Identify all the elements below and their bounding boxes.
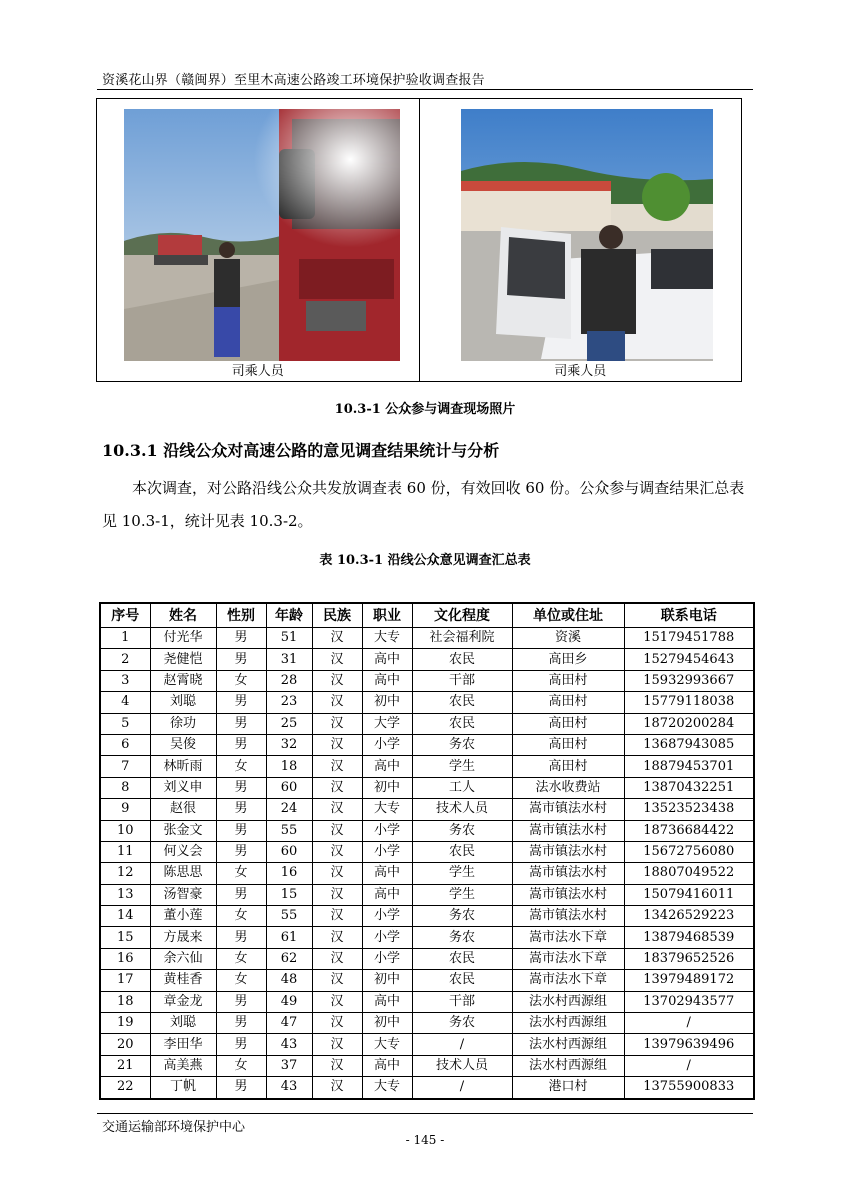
table-cell: 法水村西源组 [512, 1013, 624, 1034]
table-row [100, 970, 754, 991]
header-cell: 序号 [100, 603, 150, 628]
table-cell: 14 [100, 906, 150, 927]
table-row [100, 734, 754, 755]
table-cell: 初中 [362, 970, 412, 991]
table-cell: 高中 [362, 884, 412, 905]
header-cell: 文化程度 [412, 603, 512, 628]
table-row [100, 777, 754, 798]
table-cell: 25 [266, 713, 312, 734]
table-cell: / [624, 1013, 754, 1034]
table-cell: 徐功 [150, 713, 216, 734]
table-cell: 13979639496 [624, 1034, 754, 1055]
table-body [100, 628, 754, 1099]
table-cell: 尧健恺 [150, 649, 216, 670]
table-cell: 大专 [362, 799, 412, 820]
table-cell: 55 [266, 906, 312, 927]
table-cell: 55 [266, 820, 312, 841]
table-row [100, 799, 754, 820]
table-cell: 11 [100, 841, 150, 862]
table-cell: 60 [266, 777, 312, 798]
table-cell: 汉 [312, 1013, 362, 1034]
table-cell: 15779118038 [624, 692, 754, 713]
table-cell: 汉 [312, 970, 362, 991]
table-cell: / [624, 1055, 754, 1076]
table-cell: 28 [266, 670, 312, 691]
table-cell: 务农 [412, 820, 512, 841]
table-cell: 男 [216, 777, 266, 798]
table-cell: 43 [266, 1034, 312, 1055]
table-cell: 技术人员 [412, 799, 512, 820]
table-cell: 18879453701 [624, 756, 754, 777]
table-cell: 社会福利院 [412, 628, 512, 649]
table-cell: 高田村 [512, 692, 624, 713]
table-row [100, 1055, 754, 1076]
photo-cell-left [97, 99, 420, 381]
table-cell: 13702943577 [624, 991, 754, 1012]
table-cell: 18 [266, 756, 312, 777]
table-row [100, 906, 754, 927]
table-cell: 女 [216, 863, 266, 884]
table-cell: 62 [266, 948, 312, 969]
table-cell: 嵩市镇法水村 [512, 863, 624, 884]
table-cell: 15279454643 [624, 649, 754, 670]
table-cell: 7 [100, 756, 150, 777]
table-cell: 刘义申 [150, 777, 216, 798]
table-cell: 汉 [312, 884, 362, 905]
table-cell: 务农 [412, 906, 512, 927]
table-cell: 2 [100, 649, 150, 670]
table-cell: 汉 [312, 1077, 362, 1099]
table-cell: 9 [100, 799, 150, 820]
table-row [100, 948, 754, 969]
table-cell: 初中 [362, 1013, 412, 1034]
table-cell: 15 [266, 884, 312, 905]
table-cell: 男 [216, 841, 266, 862]
table-cell: 资溪 [512, 628, 624, 649]
table-row [100, 670, 754, 691]
table-cell: 47 [266, 1013, 312, 1034]
table-cell: 男 [216, 1077, 266, 1099]
table-cell: 高田村 [512, 670, 624, 691]
table-cell: 汉 [312, 1055, 362, 1076]
table-cell: 丁帆 [150, 1077, 216, 1099]
table-cell: 小学 [362, 820, 412, 841]
table-cell: 大专 [362, 628, 412, 649]
table-cell: / [412, 1077, 512, 1099]
table-cell: 48 [266, 970, 312, 991]
table-cell: 24 [266, 799, 312, 820]
table-cell: 10 [100, 820, 150, 841]
table-cell: 21 [100, 1055, 150, 1076]
table-row [100, 927, 754, 948]
section-heading: 10.3.1 沿线公众对高速公路的意见调查结果统计与分析 [102, 441, 500, 460]
header-cell: 性别 [216, 603, 266, 628]
table-cell: 男 [216, 734, 266, 755]
survey-summary-table [99, 602, 755, 1100]
figure-caption: 10.3-1 公众参与调查现场照片 [334, 402, 516, 417]
table-cell: 林昕雨 [150, 756, 216, 777]
table-cell: / [412, 1034, 512, 1055]
table-cell: 大专 [362, 1034, 412, 1055]
table-cell: 13879468539 [624, 927, 754, 948]
table-row [100, 628, 754, 649]
table-cell: 赵霄晓 [150, 670, 216, 691]
table-cell: 13870432251 [624, 777, 754, 798]
table-header-row [100, 603, 754, 628]
table-cell: 汉 [312, 713, 362, 734]
table-cell: 汉 [312, 820, 362, 841]
table-cell: 男 [216, 1034, 266, 1055]
table-cell: 汉 [312, 628, 362, 649]
table-cell: 男 [216, 628, 266, 649]
table-cell: 农民 [412, 649, 512, 670]
header-cell: 年龄 [266, 603, 312, 628]
table-cell: 余六仙 [150, 948, 216, 969]
table-cell: 干部 [412, 991, 512, 1012]
photo-table [96, 98, 742, 382]
table-cell: 高中 [362, 991, 412, 1012]
table-cell: 男 [216, 991, 266, 1012]
header-cell: 职业 [362, 603, 412, 628]
table-cell: 高中 [362, 670, 412, 691]
table-cell: 13426529223 [624, 906, 754, 927]
table-cell: 18 [100, 991, 150, 1012]
table-cell: 女 [216, 756, 266, 777]
table-cell: 女 [216, 906, 266, 927]
table-cell: 农民 [412, 841, 512, 862]
table-cell: 高田村 [512, 713, 624, 734]
table-cell: 农民 [412, 713, 512, 734]
table-cell: 17 [100, 970, 150, 991]
table-cell: 汉 [312, 863, 362, 884]
table-row [100, 1077, 754, 1099]
table-cell: 汉 [312, 734, 362, 755]
photo-passenger-car [461, 109, 737, 361]
header-rule [97, 89, 753, 90]
table-cell: 男 [216, 692, 266, 713]
table-cell: 13 [100, 884, 150, 905]
table-cell: 汉 [312, 799, 362, 820]
table-cell: 小学 [362, 841, 412, 862]
table-row [100, 863, 754, 884]
table-cell: 干部 [412, 670, 512, 691]
table-cell: 汉 [312, 841, 362, 862]
table-cell: 5 [100, 713, 150, 734]
table-cell: 汉 [312, 692, 362, 713]
table-cell: 小学 [362, 948, 412, 969]
table-cell: 20 [100, 1034, 150, 1055]
table-cell: 技术人员 [412, 1055, 512, 1076]
table-cell: 嵩市法水下章 [512, 970, 624, 991]
header-cell: 姓名 [150, 603, 216, 628]
table-cell: 15179451788 [624, 628, 754, 649]
table-cell: 法水村西源组 [512, 1055, 624, 1076]
table-cell: 男 [216, 649, 266, 670]
table-cell: 60 [266, 841, 312, 862]
table-row [100, 841, 754, 862]
table-cell: 6 [100, 734, 150, 755]
table-cell: 初中 [362, 692, 412, 713]
table-cell: 高田村 [512, 734, 624, 755]
table-cell: 女 [216, 670, 266, 691]
table-cell: 男 [216, 927, 266, 948]
table-cell: 男 [216, 1013, 266, 1034]
table-cell: 小学 [362, 734, 412, 755]
table-cell: 汉 [312, 777, 362, 798]
table-cell: 16 [266, 863, 312, 884]
table-cell: 37 [266, 1055, 312, 1076]
table-cell: 女 [216, 1055, 266, 1076]
table-cell: 汉 [312, 906, 362, 927]
table-cell: 农民 [412, 692, 512, 713]
photo-cell-right [420, 99, 742, 381]
table-cell: 3 [100, 670, 150, 691]
table-cell: 13755900833 [624, 1077, 754, 1099]
body-paragraph: 本次调查，对公路沿线公众共发放调查表 60 份，有效回收 60 份。公众参与调查结果汇总表见 10.3-1，统计见表 10.3-2。 [102, 479, 745, 530]
table-cell: 女 [216, 948, 266, 969]
table-cell: 15672756080 [624, 841, 754, 862]
table-cell: 付光华 [150, 628, 216, 649]
table-cell: 初中 [362, 777, 412, 798]
table-cell: 高田乡 [512, 649, 624, 670]
table-cell: 1 [100, 628, 150, 649]
table-cell: 32 [266, 734, 312, 755]
table-cell: 何义会 [150, 841, 216, 862]
table-cell: 赵很 [150, 799, 216, 820]
table-cell: 13523523438 [624, 799, 754, 820]
table-cell: 男 [216, 884, 266, 905]
table-row [100, 884, 754, 905]
table-cell: 小学 [362, 927, 412, 948]
table-cell: 嵩市法水下章 [512, 927, 624, 948]
table-cell: 18720200284 [624, 713, 754, 734]
table-cell: 汉 [312, 948, 362, 969]
table-cell: 43 [266, 1077, 312, 1099]
table-cell: 汉 [312, 1034, 362, 1055]
table-cell: 嵩市镇法水村 [512, 884, 624, 905]
table-cell: 务农 [412, 734, 512, 755]
table-cell: 23 [266, 692, 312, 713]
table-row [100, 649, 754, 670]
table-cell: 15 [100, 927, 150, 948]
table-cell: 汉 [312, 927, 362, 948]
table-cell: 8 [100, 777, 150, 798]
table-row [100, 1013, 754, 1034]
table-cell: 刘聪 [150, 1013, 216, 1034]
table-cell: 农民 [412, 948, 512, 969]
table-cell: 19 [100, 1013, 150, 1034]
table-cell: 吴俊 [150, 734, 216, 755]
table-cell: 嵩市法水下章 [512, 948, 624, 969]
table-cell: 高中 [362, 863, 412, 884]
table-cell: 男 [216, 713, 266, 734]
table-cell: 高田村 [512, 756, 624, 777]
table-row [100, 820, 754, 841]
table-cell: 12 [100, 863, 150, 884]
table-cell: 15932993667 [624, 670, 754, 691]
table-cell: 男 [216, 799, 266, 820]
table-row [100, 1034, 754, 1055]
table-cell: 18379652526 [624, 948, 754, 969]
photo-driver-truck [124, 109, 400, 361]
table-cell: 男 [216, 820, 266, 841]
footer-organization: 交通运输部环境保护中心 [102, 1120, 246, 1135]
table-cell: 方晟来 [150, 927, 216, 948]
table-cell: 大学 [362, 713, 412, 734]
table-row [100, 991, 754, 1012]
table-cell: 4 [100, 692, 150, 713]
table-cell: 大专 [362, 1077, 412, 1099]
table-cell: 陈思思 [150, 863, 216, 884]
table-cell: 学生 [412, 756, 512, 777]
table-cell: 嵩市镇法水村 [512, 820, 624, 841]
table-cell: 15079416011 [624, 884, 754, 905]
table-cell: 22 [100, 1077, 150, 1099]
page-number: - 145 - [405, 1133, 445, 1147]
table-cell: 汤智豪 [150, 884, 216, 905]
table-cell: 高中 [362, 756, 412, 777]
table-cell: 务农 [412, 927, 512, 948]
table-cell: 女 [216, 970, 266, 991]
photo-caption-left: 司乘人员 [231, 364, 284, 379]
page-header-title: 资溪花山界（赣闽界）至里木高速公路竣工环境保护验收调查报告 [102, 73, 485, 88]
footer-rule [97, 1113, 753, 1114]
table-cell: 18736684422 [624, 820, 754, 841]
table-cell: 汉 [312, 991, 362, 1012]
table-cell: 学生 [412, 884, 512, 905]
table-cell: 小学 [362, 906, 412, 927]
table-cell: 高中 [362, 649, 412, 670]
table-cell: 董小莲 [150, 906, 216, 927]
table-cell: 高中 [362, 1055, 412, 1076]
table-cell: 高美燕 [150, 1055, 216, 1076]
table-cell: 18807049522 [624, 863, 754, 884]
table-cell: 港口村 [512, 1077, 624, 1099]
table-cell: 13979489172 [624, 970, 754, 991]
table-cell: 13687943085 [624, 734, 754, 755]
table-cell: 农民 [412, 970, 512, 991]
table-cell: 章金龙 [150, 991, 216, 1012]
table-row [100, 756, 754, 777]
table-cell: 法水村西源组 [512, 1034, 624, 1055]
table-cell: 刘聪 [150, 692, 216, 713]
table-cell: 法水收费站 [512, 777, 624, 798]
table-cell: 汉 [312, 649, 362, 670]
table-cell: 李田华 [150, 1034, 216, 1055]
table-cell: 张金文 [150, 820, 216, 841]
photo-caption-right: 司乘人员 [554, 364, 607, 379]
table-cell: 务农 [412, 1013, 512, 1034]
table-caption: 表 10.3-1 沿线公众意见调查汇总表 [319, 553, 531, 568]
table-cell: 嵩市镇法水村 [512, 906, 624, 927]
table-cell: 31 [266, 649, 312, 670]
header-cell: 联系电话 [624, 603, 754, 628]
table-cell: 嵩市镇法水村 [512, 841, 624, 862]
table-row [100, 713, 754, 734]
table-cell: 汉 [312, 670, 362, 691]
header-cell: 民族 [312, 603, 362, 628]
table-cell: 黄桂香 [150, 970, 216, 991]
table-cell: 16 [100, 948, 150, 969]
table-row [100, 692, 754, 713]
table-cell: 嵩市镇法水村 [512, 799, 624, 820]
table-cell: 61 [266, 927, 312, 948]
table-cell: 法水村西源组 [512, 991, 624, 1012]
table-cell: 汉 [312, 756, 362, 777]
table-cell: 49 [266, 991, 312, 1012]
table-cell: 51 [266, 628, 312, 649]
table-cell: 工人 [412, 777, 512, 798]
header-cell: 单位或住址 [512, 603, 624, 628]
table-cell: 学生 [412, 863, 512, 884]
